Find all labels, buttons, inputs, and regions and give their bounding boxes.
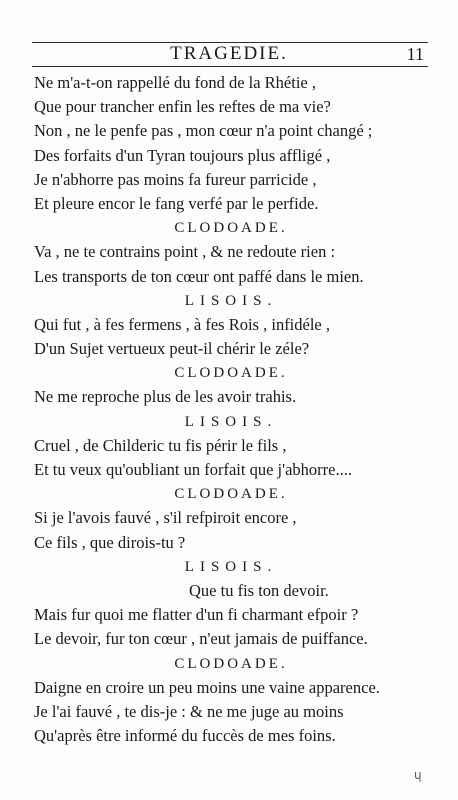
speaker-heading: LISOIS. xyxy=(184,292,278,309)
verse-line: Et tu veux qu'oubliant un forfait que j'abhorre.... xyxy=(34,460,352,479)
verse-line: Mais fur quoi me flatter d'un fi charmant efpoir ? xyxy=(34,605,359,625)
verse-line: Qu'après être informé du fuccès de mes foins. xyxy=(34,726,336,746)
running-title: TRAGEDIE. xyxy=(170,43,288,64)
speaker-heading: LISOIS. xyxy=(184,558,278,575)
speaker-heading: CLODOADE. xyxy=(174,365,288,382)
speaker-heading: CLODOADE. xyxy=(174,486,288,503)
verse-line: Et pleure encor le fang verfé par le perfide. xyxy=(34,193,319,213)
speaker-heading: CLODOADE. xyxy=(174,655,288,672)
verse-line: Les transports de ton cœur ont paffé dans le mien. xyxy=(34,266,364,286)
verse-line: Daigne en croire un peu moins une vaine apparence. xyxy=(34,677,380,697)
verse-line: Que pour trancher enfin les reftes de ma vie? xyxy=(34,97,331,117)
verse-line: Ne me reproche plus de les avoir trahis. xyxy=(34,387,297,407)
verse-line: Je n'abhorre pas moins fa fureur parricide , xyxy=(34,169,317,189)
verse-line: Qui fut , à fes fermens , à fes Rois , infidéle , xyxy=(34,314,331,334)
speaker-heading: LISOIS. xyxy=(184,413,278,430)
header-rule-bottom xyxy=(32,66,428,67)
verse-line: Ce fils , que dirois-tu ? xyxy=(34,532,186,552)
verse-line: Des forfaits d'un Tyran toujours plus affligé , xyxy=(34,145,331,165)
verse-line-half: Que tu fis ton devoir. xyxy=(189,580,329,600)
verse-line: Si je l'avois fauvé , s'il refpiroit encore , xyxy=(34,508,297,528)
verse-line: Cruel , de Childeric tu fis périr le fils , xyxy=(34,435,287,455)
verse-line: Le devoir, fur ton cœur , n'eut jamais de puiffance. xyxy=(34,629,368,649)
verse-line: Va , ne te contrains point , & ne redoute rien : xyxy=(34,242,336,262)
verse-line: D'un Sujet vertueux peut-il chérir le zéle? xyxy=(34,339,310,359)
speaker-heading: CLODOADE. xyxy=(174,220,288,237)
page-number: 11 xyxy=(406,44,424,64)
verse-line: Non , ne le penfe pas , mon cœur n'a point changé ; xyxy=(34,121,373,141)
verse-line: Ne m'a-t-on rappellé du fond de la Rhétie , xyxy=(34,73,316,92)
corner-ink-mark: ų xyxy=(414,768,422,782)
verse-line: Je l'ai fauvé , te dis-je : & ne me juge au moins xyxy=(34,701,344,721)
verse-block xyxy=(34,71,428,748)
